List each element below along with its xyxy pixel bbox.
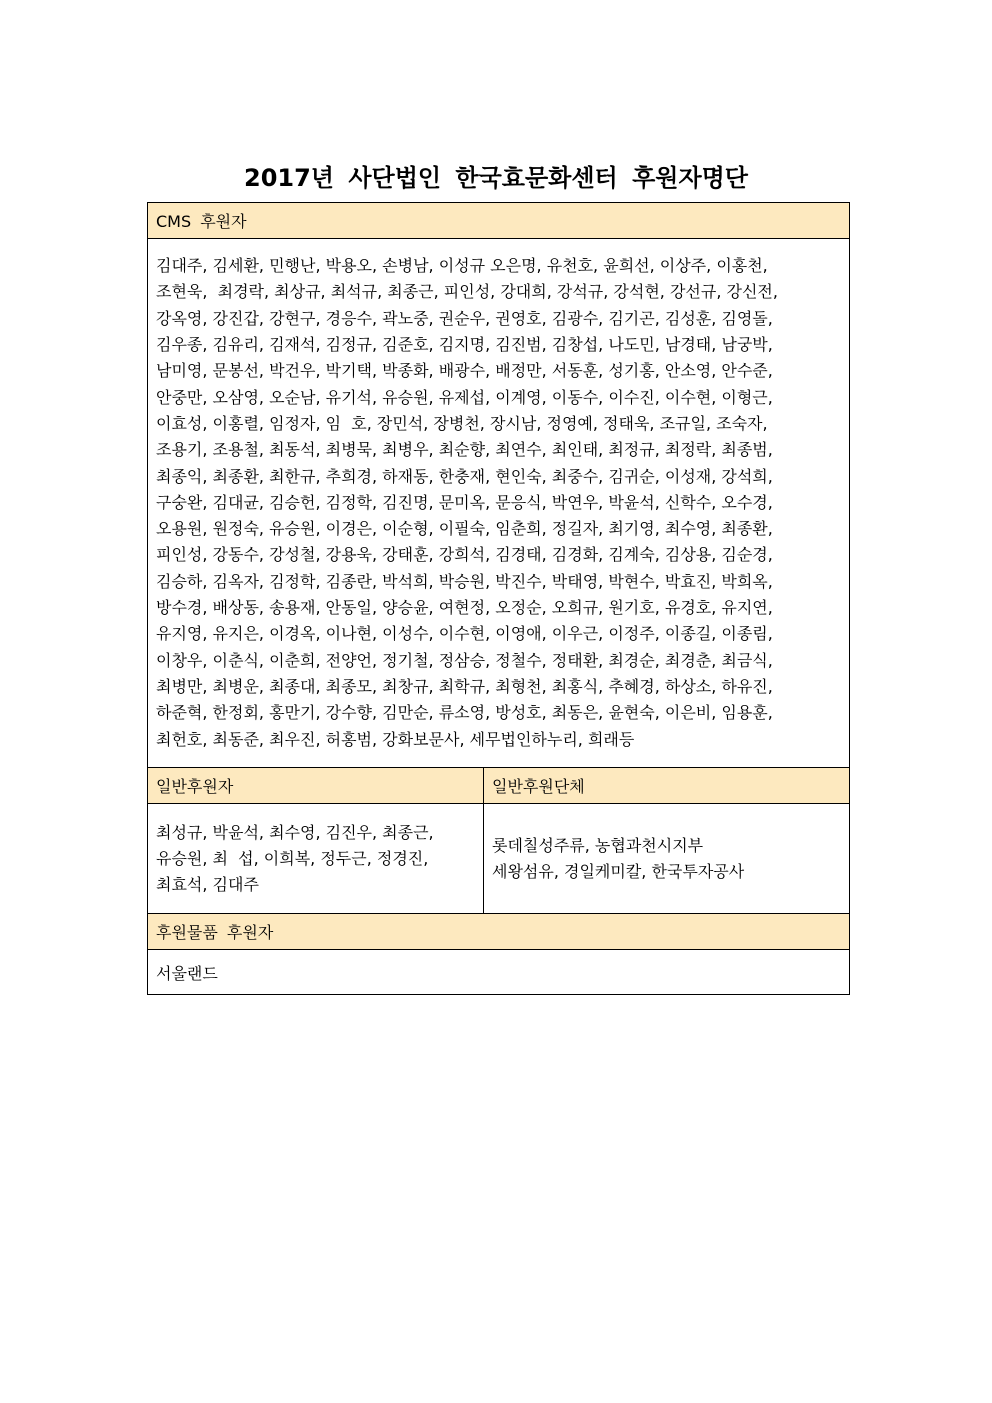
donor-line: 구숭완, 김대균, 김승헌, 김정학, 김진명, 문미옥, 문응식, 박연우, 박윤석, 신학수, 오수경,: [156, 492, 773, 512]
donor-line: 이창우, 이춘식, 이춘희, 전양언, 정기철, 정삼승, 정철수, 정태환, 최경순, 최경춘, 최금식,: [156, 650, 773, 670]
donor-line: 하준혁, 한정회, 홍만기, 강수향, 김만순, 류소영, 방성호, 최동은, 윤현숙, 이은비, 임용훈,: [156, 703, 773, 723]
donor-line: 롯데칠성주류, 농협과천시지부: [492, 835, 704, 855]
cms-section-header: CMS 후원자: [148, 203, 850, 239]
donor-line: 김대주, 김세환, 민행난, 박용오, 손병남, 이성규 오은명, 유천호, 윤희선, 이상주, 이홍천,: [156, 256, 768, 276]
donor-line: 안중만, 오삼영, 오순남, 유기석, 유승원, 유제섭, 이계영, 이동수, 이수진, 이수현, 이형근,: [156, 387, 773, 407]
donor-line: 남미영, 문봉선, 박건우, 박기택, 박종화, 배광수, 배정만, 서동훈, 성기홍, 안소영, 안수준,: [156, 361, 773, 381]
donor-line: 피인성, 강동수, 강성철, 강용욱, 강태훈, 강희석, 김경태, 김경화, 김계숙, 김상용, 김순경,: [156, 545, 773, 565]
donor-line: 조용기, 조용철, 최동석, 최병묵, 최병우, 최순향, 최연수, 최인태, 최정규, 최정락, 최종범,: [156, 440, 773, 460]
goods-names-row: [148, 950, 850, 995]
general-donor-list: [148, 804, 484, 914]
donor-line: 서울랜드: [156, 963, 218, 983]
donor-line: 최성규, 박윤석, 최수영, 김진우, 최종근,: [156, 822, 434, 842]
donor-line: 김우종, 김유리, 김재석, 김정규, 김준호, 김지명, 김진범, 김창섭, 나도민, 남경태, 남궁박,: [156, 335, 773, 355]
donor-line: 김승하, 김옥자, 김정학, 김종란, 박석희, 박승원, 박진수, 박태영, 박현수, 박효진, 박희옥,: [156, 571, 773, 591]
donor-line: 이효성, 이홍렬, 임정자, 임 호, 장민석, 장병천, 장시남, 정영예, 정태욱, 조규일, 조숙자,: [156, 413, 768, 433]
donor-line: 유지영, 유지은, 이경옥, 이나현, 이성수, 이수현, 이영애, 이우근, 이정주, 이종길, 이종림,: [156, 624, 773, 644]
donor-table: [147, 202, 850, 995]
general-donors-header: 일반후원자: [148, 768, 484, 804]
page-title: 2017년 사단법인 한국효문화센터 후원자명단: [244, 164, 748, 192]
donor-line: 최종익, 최종환, 최한규, 추희경, 하재동, 한충재, 현인숙, 최중수, 김귀순, 이성재, 강석희,: [156, 466, 773, 486]
donor-line: 최병만, 최병운, 최종대, 최종모, 최창규, 최학규, 최형천, 최홍식, 추혜경, 하상소, 하유진,: [156, 676, 773, 696]
general-names-row: [148, 804, 850, 914]
donor-line: 최효석, 김대주: [156, 874, 259, 894]
donor-line: 조현욱, 최경락, 최상규, 최석규, 최종근, 피인성, 강대희, 강석규, 강석현, 강선규, 강신전,: [156, 282, 778, 302]
donor-line: 최헌호, 최동준, 최우진, 허홍범, 강화보문사, 세무법인하누리, 희래등: [156, 729, 635, 749]
donor-line: 유승원, 최 섭, 이희복, 정두근, 정경진,: [156, 848, 429, 868]
cms-names-row: [148, 239, 850, 768]
donor-line: 강옥영, 강진갑, 강현구, 경응수, 곽노중, 권순우, 권영호, 김광수, 김기곤, 김성훈, 김영돌,: [156, 308, 773, 328]
general-header-row: [148, 768, 850, 804]
donor-line: 오용원, 원정숙, 유승원, 이경은, 이순형, 이필숙, 임춘희, 정길자, 최기영, 최수영, 최종환,: [156, 519, 773, 539]
goods-donor-list: [148, 950, 850, 995]
group-donor-list: [484, 804, 850, 914]
goods-header-row: [148, 914, 850, 950]
goods-donors-header: 후원물품 후원자: [148, 914, 850, 950]
donor-line: 세왕섬유, 경일케미칼, 한국투자공사: [492, 861, 745, 881]
group-donors-header: 일반후원단체: [484, 768, 850, 804]
cms-header-row: [148, 203, 850, 239]
cms-donor-list: [148, 239, 850, 768]
donor-line: 방수경, 배상동, 송용재, 안동일, 양승윤, 여현정, 오정순, 오희규, 원기호, 유경호, 유지연,: [156, 598, 773, 618]
